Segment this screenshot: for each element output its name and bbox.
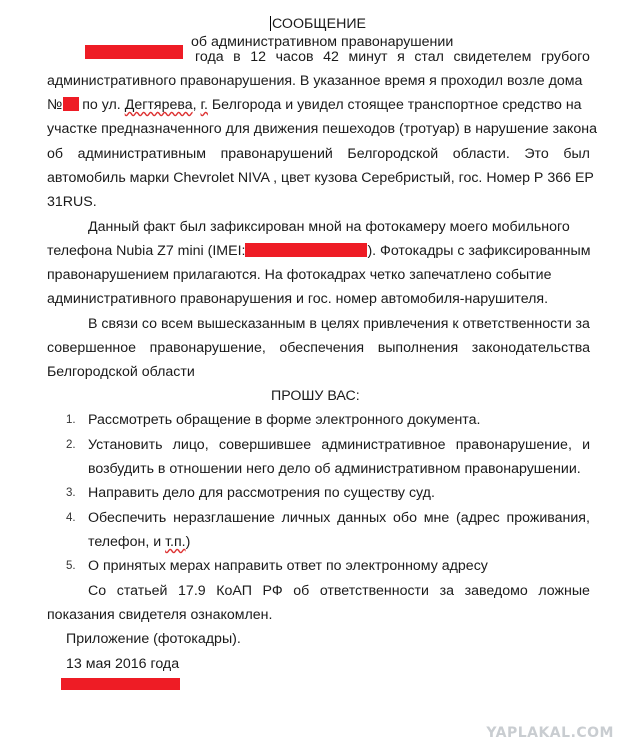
p3-line-3: Белгородской области: [47, 364, 195, 380]
p1-line-5: об административным правонарушений Белгородской области. Это был: [47, 146, 590, 162]
list-number-5: 5.: [66, 560, 76, 572]
list-item-4-line-2: телефон, и т.п.): [88, 534, 191, 550]
p2-line-1: Данный факт был зафиксирован мной на фотокамеру моего мобильного: [88, 219, 570, 235]
p1-line-3: № по ул. Дегтярева, г. Белгорода и увидел стоящее транспортное средство на: [47, 97, 582, 113]
list-item-2-line-1: Установить лицо, совершившее административное правонарушение, и: [88, 437, 590, 453]
abbreviation-tp: т.п.: [165, 534, 186, 550]
redacted-signature: [61, 678, 180, 690]
attachment-note: Приложение (фотокадры).: [66, 631, 241, 647]
text-cursor: [270, 16, 271, 31]
list-number-1: 1.: [66, 414, 76, 426]
p2-line-3: правонарушением прилагаются. На фотокадрах четко запечатлено событие: [47, 267, 552, 283]
p1-line-6: автомобиль марки Chevrolet NIVA , цвет кузова Серебристый, гос. Номер Р 366 ЕР: [47, 170, 594, 186]
redacted-imei: [245, 243, 367, 257]
p1-line-7: 31RUS.: [47, 194, 97, 210]
city-abbreviation: г.: [200, 97, 208, 113]
document-date: 13 мая 2016 года: [66, 656, 180, 672]
p1-line-1: года в 12 часов 42 минут я стал свидетелем грубого: [195, 49, 590, 65]
liability-line-2: показания свидетеля ознакомлен.: [47, 607, 273, 623]
p3-line-2: совершенное правонарушение, обеспечения выполнения законодательства: [47, 340, 590, 356]
list-item-2-line-2: возбудить в отношении него дело об административном правонарушении.: [88, 461, 581, 477]
p1-line-4: участке предназначенного для движения пешеходов (тротуар) в нарушение закона: [47, 121, 597, 137]
liability-line-1: Со статьей 17.9 КоАП РФ об ответственности за заведомо ложные: [88, 583, 590, 599]
p1-line-2: административного правонарушения. В указанное время я проходил возле дома: [47, 73, 583, 89]
list-item-3: Направить дело для рассмотрения по существу суд.: [88, 485, 435, 501]
p2-line-4: административного правонарушения и гос. номер автомобиля-нарушителя.: [47, 291, 549, 307]
list-number-3: 3.: [66, 487, 76, 499]
p2-line-2: телефона Nubia Z7 mini (IMEI: ). Фотокадры с зафиксированным: [47, 243, 591, 259]
watermark: YAPLAKAL.COM: [486, 725, 614, 741]
list-item-1: Рассмотреть обращение в форме электронного документа.: [88, 412, 481, 428]
document-title: СООБЩЕНИЕ: [272, 16, 366, 32]
p3-line-1: В связи со всем вышесказанным в целях привлечения к ответственности за: [88, 316, 590, 332]
redacted-house-number: [63, 97, 79, 111]
list-item-5: О принятых мерах направить ответ по электронному адресу: [88, 558, 488, 574]
redacted-date: [85, 45, 183, 59]
request-heading: ПРОШУ ВАС:: [271, 388, 360, 404]
document-subtitle: об административном правонарушении: [191, 34, 454, 50]
street-name: Дегтярева: [124, 97, 193, 113]
list-number-2: 2.: [66, 439, 76, 451]
list-number-4: 4.: [66, 512, 76, 524]
list-item-4-line-1: Обеспечить неразглашение личных данных обо мне (адрес проживания,: [88, 510, 590, 526]
